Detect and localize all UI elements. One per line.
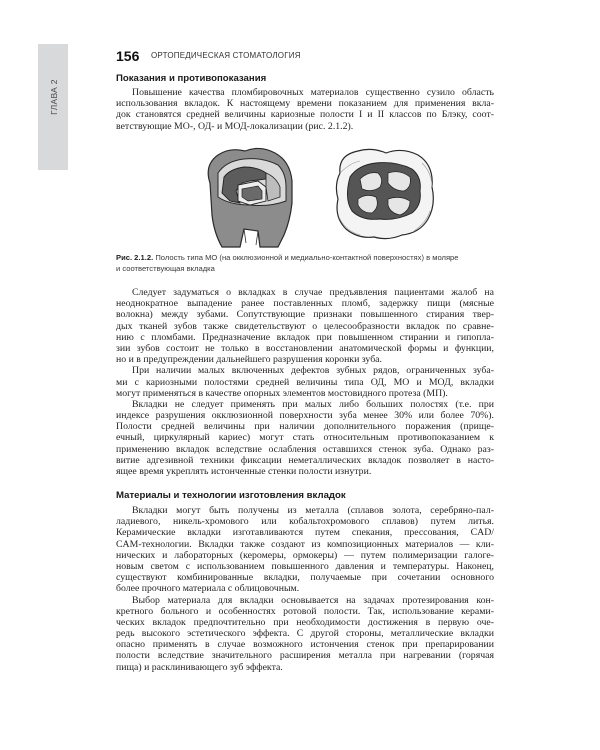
text-line: Выбор материала для вкладки основывается на задачах протезирования кон- [132,594,494,606]
text-line: редь высокого эстетического эффекта. С другой стороны, металлические вкладки [116,628,494,640]
text-line: но и в предупреждении дальнейшего разрушения коронки зуба. [116,354,382,366]
text-line: Следует задуматься о вкладках в случае предъявления пациентами жалоб на [132,287,494,298]
page-number: 156 [116,48,140,64]
text-line: док становятся средней величины кариозные полости I и II классов по Блэку, соот- [116,109,494,121]
molar-occlusal-view-illustration [336,149,433,238]
molar-with-cavity-illustration [208,148,292,247]
text-line: неоднократное выпадение ранее поставленных пломб, задержку пищи (мясные [116,298,494,310]
text-line: ящее время укреплять истонченные стенки полости изнутри. [116,466,372,477]
text-line: более прочного материала с облицовочным. [116,583,300,595]
text-line: зии зубов состоит не только в восстановлении анатомической формы и функции, [116,342,494,354]
text-line: ми с кариозными полостями средней величины типа ОД, МО и МОД, вкладки [116,376,494,388]
text-line: Повышение качества пломбировочных материалов существенно сузило область [132,87,494,98]
text-line: Полости средней величины при наличии дополнительного поражения (прище- [116,421,494,433]
text-line: Вкладки могут быть получены из металла (сплавов золота, серебряно-пал- [132,505,494,516]
text-line: кретного больного и особенностях ротовой полости. Так, использование керами- [116,605,494,617]
text-line: могут применяться в качестве опорных элементов мостовидного протеза (МП). [116,387,448,399]
text-line: волокна) между зубами. Сопутствующие признаки повышенного стирания твер- [116,309,494,321]
caption-text-line2: и соответствующая вкладка [116,264,215,273]
section-heading-materials: Материалы и технологии изготовления вкладок [116,490,346,501]
paragraph [116,87,494,132]
text-line: дых тканей зубов также свидетельствуют о целесообразности вкладок по сравне- [116,320,494,332]
text-line: ладиевого, никель-хромового или кобальтохромового сплавов) путем литья. [116,516,494,528]
section-heading-indications: Показания и противопоказания [116,73,267,84]
text-line: нию с пломбами. Предназначение вкладок при повышенном стирании и гипопла- [116,331,494,343]
text-line: полости вследствие значительного расширения металла при нагревании (горячая [116,650,494,662]
tooth-inlay-figure [200,143,440,248]
text-line: новым светом с использованием повышенного давления и температуры. Наконец, [116,560,494,572]
text-line: индексе разрушения окклюзионной поверхности зуба менее 30% или более 70%). [116,410,494,422]
caption-text-line1: Полость типа МО (на окклюзионной и медиально-контактной поверхностях) в моляре [155,253,459,262]
text-line: Вкладки не следует применять при малых либо больших полостях (т.е. при [132,398,494,410]
text-line: ечный, циркулярный кариес) могут стать относительным противопоказанием к [116,432,494,444]
paragraph [116,287,494,477]
text-line: ветствующие МО-, ОД- и МОД-локализации (рис. 2.1.2). [116,120,354,132]
text-line: пища) и расклинивающего зуб эффекта. [116,661,283,673]
text-line: Керамические вкладки изготавливаются путем спекания, прессования, CAD/ [116,527,494,539]
text-line: существуют комбинированные вкладки, получаемые при сочетании основного [116,572,494,584]
text-line: нических и лабораторных (керомеры, ормокеры) — путем полимеризации галоге- [116,549,494,561]
figure-label: Рис. 2.1.2. [116,253,154,262]
text-line: витие адгезивной техники фиксации неметаллических вкладок позволяет в насто- [116,454,494,466]
text-line: CAM-технологии. Вкладки также создают из композиционных материалов — кли- [116,538,494,550]
running-head: ОРТОПЕДИЧЕСКАЯ СТОМАТОЛОГИЯ [151,51,301,60]
paragraph [116,505,494,673]
text-line: применению вкладок вследствие ослабления оставшихся стенок зуба. Однако раз- [116,443,494,455]
chapter-label: ГЛАВА 2 [49,79,59,115]
text-line: опасно применять в случае возможного истончения стенок при препарировании [116,639,494,651]
figure-caption [116,252,494,274]
text-line: использования вкладок. К настоящему времени показанием для применения вкла- [116,98,494,110]
text-line: При наличии малых включенных дефектов зубных рядов, ограниченных зуба- [132,365,494,377]
text-line: ческих вкладок предпочтительно при необходимости достижения в первую оче- [116,616,494,628]
page-header [116,50,496,66]
